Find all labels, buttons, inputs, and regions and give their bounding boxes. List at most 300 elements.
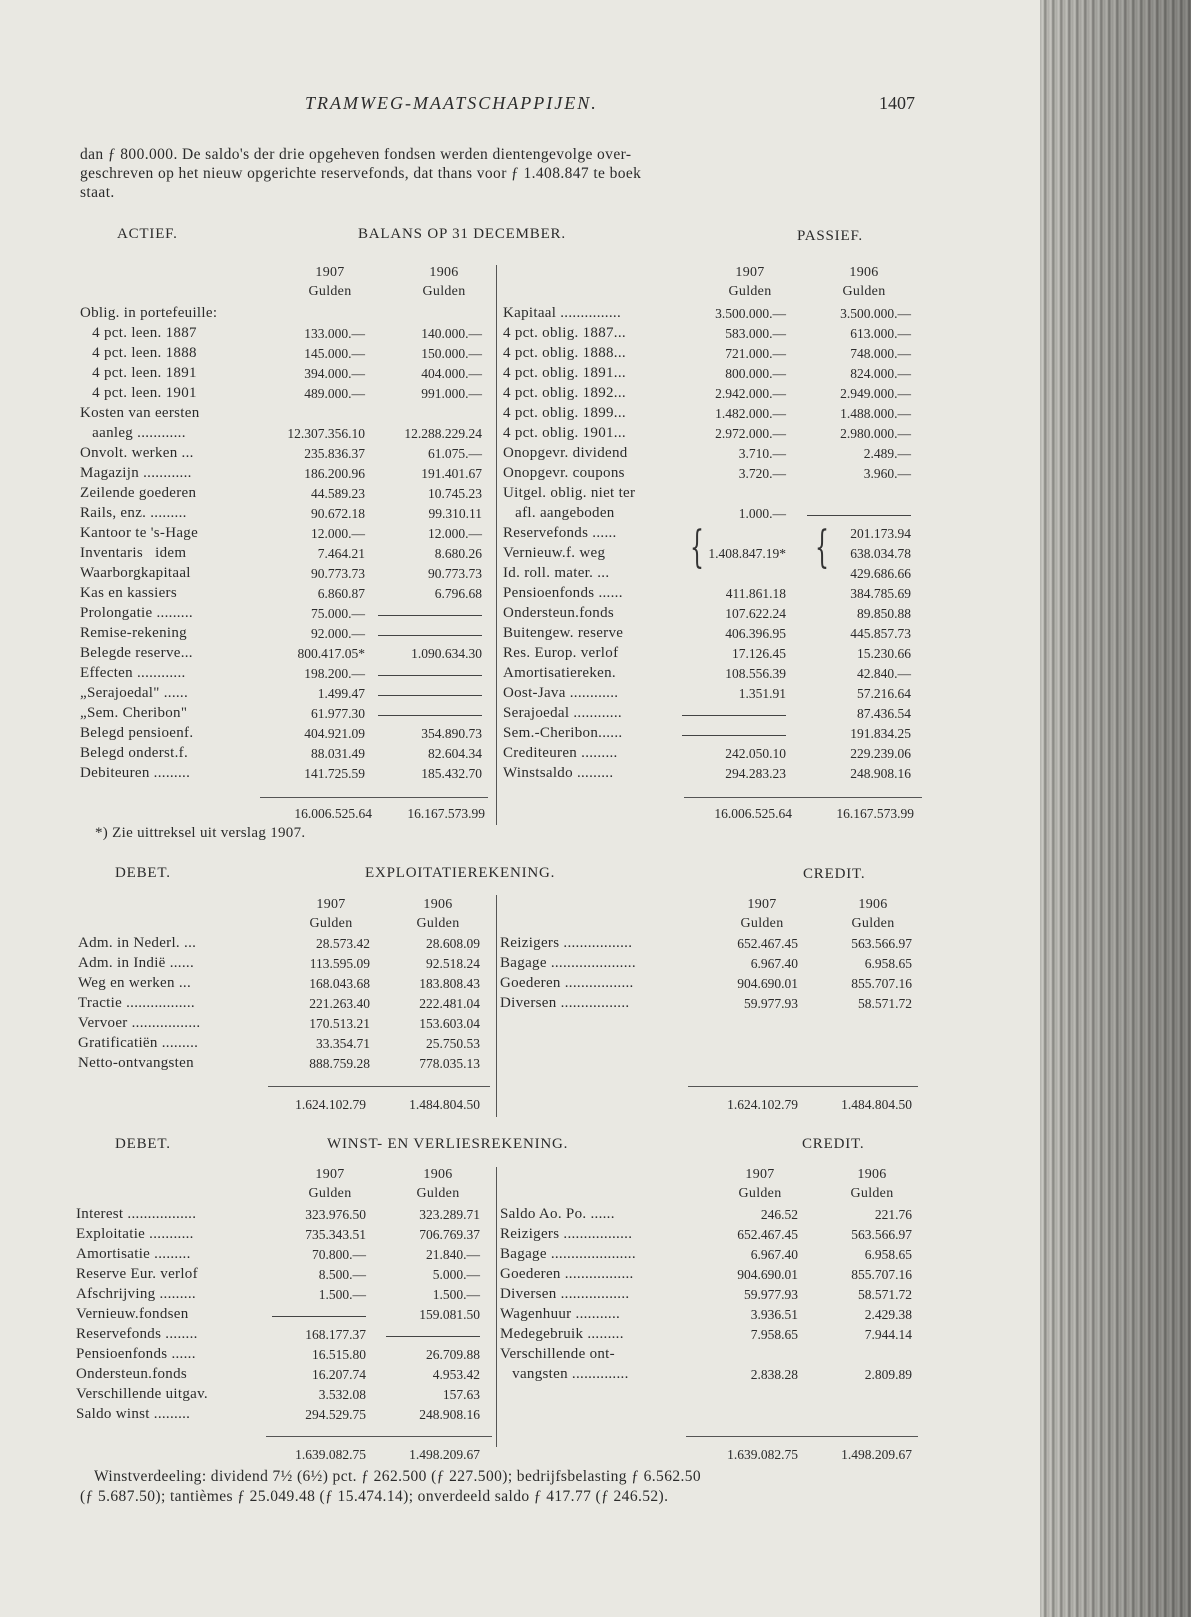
table-row xyxy=(503,665,921,685)
row-label: 4 pct. leen. 1888 xyxy=(80,345,197,361)
value-1906: 323.289.71 xyxy=(419,1207,480,1222)
value-1906: 229.239.06 xyxy=(850,746,911,761)
value-1906: 855.707.16 xyxy=(851,976,912,991)
table-row xyxy=(78,1055,490,1075)
value-1907: 168.177.37 xyxy=(305,1327,366,1342)
value-1907: 583.000.— xyxy=(725,326,786,341)
table-row xyxy=(503,445,921,465)
value-1906: 61.075.— xyxy=(428,446,482,461)
value-1906: 191.834.25 xyxy=(850,726,911,741)
value-1906: 222.481.04 xyxy=(419,996,480,1011)
table-row xyxy=(80,625,490,645)
balans-actief-heading: ACTIEF. xyxy=(117,226,178,242)
table-row xyxy=(500,995,918,1015)
value-1906: 58.571.72 xyxy=(858,996,912,1011)
value-1906: 150.000.— xyxy=(421,346,482,361)
row-label: Onopgevr. coupons xyxy=(503,465,625,481)
value-1907: 246.52 xyxy=(760,1207,798,1222)
row-label: Saldo Ao. Po. ...... xyxy=(500,1206,615,1222)
exploitatie-title: EXPLOITATIEREKENING. xyxy=(365,865,556,881)
value-1906: 1.488.000.— xyxy=(840,406,911,421)
row-label: aanleg ............ xyxy=(80,425,186,441)
value-1906: 159.081.50 xyxy=(419,1307,480,1322)
table-row xyxy=(80,525,490,545)
value-1906: 429.686.66 xyxy=(850,566,911,581)
row-label: Effecten ............ xyxy=(80,665,186,681)
value-1907: 33.354.71 xyxy=(316,1036,370,1051)
table-row xyxy=(503,625,921,645)
row-label: Uitgel. oblig. niet ter xyxy=(503,485,636,501)
table-row xyxy=(80,405,490,425)
row-label: Reizigers ................. xyxy=(500,935,633,951)
total-rule xyxy=(686,1436,918,1437)
value-1906: 87.436.54 xyxy=(857,706,911,721)
row-label: 4 pct. leen. 1891 xyxy=(80,365,197,381)
table-row xyxy=(503,365,921,385)
table-row xyxy=(500,1326,918,1346)
winst-debet-total-1906: 1.498.209.67 xyxy=(409,1447,480,1462)
row-label: Wagenhuur ........... xyxy=(500,1306,621,1322)
row-label: Amortisatiereken. xyxy=(503,665,616,681)
value-1906: 183.808.43 xyxy=(419,976,480,991)
balans-title: BALANS OP 31 DECEMBER. xyxy=(358,226,566,242)
value-1907: 652.467.45 xyxy=(737,936,798,951)
row-label: Inventaris idem xyxy=(80,545,187,561)
row-label: Onvolt. werken ... xyxy=(80,445,194,461)
row-label: Netto-ontvangsten xyxy=(78,1055,194,1071)
col-year-1907: 1907 xyxy=(315,265,345,280)
table-row xyxy=(80,605,490,625)
winst-title: WINST- EN VERLIESREKENING. xyxy=(327,1136,569,1152)
table-row xyxy=(76,1406,490,1426)
empty-value-dash xyxy=(272,1316,366,1317)
exploitatie-credit-total-1907: 1.624.102.79 xyxy=(727,1097,798,1112)
page-number: 1407 xyxy=(879,93,915,113)
value-1906: 4.953.42 xyxy=(432,1367,480,1382)
passief-total-1906: 16.167.573.99 xyxy=(836,806,914,821)
col-year-1906: 1906 xyxy=(849,265,879,280)
value-1906: 185.432.70 xyxy=(421,766,482,781)
row-label: vangsten .............. xyxy=(500,1366,629,1382)
value-1906: 25.750.53 xyxy=(426,1036,480,1051)
value-1906: 26.709.88 xyxy=(426,1347,480,1362)
table-row xyxy=(76,1206,490,1226)
row-label: Amortisatie ......... xyxy=(76,1246,191,1262)
value-1906: 354.890.73 xyxy=(421,726,482,741)
value-1907: 888.759.28 xyxy=(309,1056,370,1071)
value-1907: 3.532.08 xyxy=(318,1387,366,1402)
col-year-1907: 1907 xyxy=(745,1167,775,1182)
row-label: 4 pct. leen. 1901 xyxy=(80,385,197,401)
value-1906: 991.000.— xyxy=(421,386,482,401)
table-row xyxy=(76,1246,490,1266)
value-1906: 1.090.634.30 xyxy=(411,646,482,661)
row-label: Pensioenfonds ...... xyxy=(76,1346,196,1362)
intro-paragraph xyxy=(80,145,925,202)
row-label: Id. roll. mater. ... xyxy=(503,565,610,581)
row-label: Waarborgkapitaal xyxy=(80,565,191,581)
value-1906: 28.608.09 xyxy=(426,936,480,951)
value-1907: 198.200.— xyxy=(304,666,365,681)
col-year-1907: 1907 xyxy=(747,897,777,912)
table-row xyxy=(76,1306,490,1326)
value-1907: 6.860.87 xyxy=(317,586,365,601)
value-1906: 10.745.23 xyxy=(428,486,482,501)
value-1907: 2.942.000.— xyxy=(715,386,786,401)
table-row xyxy=(78,995,490,1015)
table-row xyxy=(80,685,490,705)
table-row xyxy=(76,1266,490,1286)
value-1907: 92.000.— xyxy=(311,626,365,641)
col-year-1906: 1906 xyxy=(857,1167,887,1182)
value-1907: 411.861.18 xyxy=(725,586,786,601)
column-divider xyxy=(496,265,497,825)
value-1907: 323.976.50 xyxy=(305,1207,366,1222)
value-1907: 61.977.30 xyxy=(311,706,365,721)
row-label: Oblig. in portefeuille: xyxy=(80,305,218,321)
row-label: Buitengew. reserve xyxy=(503,625,624,641)
row-label: Sem.-Cheribon...... xyxy=(503,725,623,741)
table-row xyxy=(503,325,921,345)
table-row xyxy=(500,955,918,975)
table-row xyxy=(80,365,490,385)
empty-value-dash xyxy=(378,695,482,696)
value-1907: 3.710.— xyxy=(738,446,786,461)
empty-value-dash xyxy=(807,515,911,516)
value-1907: 1.408.847.19* xyxy=(708,546,786,561)
table-row xyxy=(503,425,921,445)
table-row xyxy=(503,745,921,765)
table-row xyxy=(500,1226,918,1246)
value-1906: 6.796.68 xyxy=(434,586,482,601)
table-row xyxy=(500,1346,918,1366)
value-1906: 12.000.— xyxy=(428,526,482,541)
actief-total-1907: 16.006.525.64 xyxy=(294,806,372,821)
table-row xyxy=(80,705,490,725)
final-line: Winstverdeeling: dividend 7½ (6½) pct. ƒ 262.500 (ƒ 227.500); bedrijfsbelasting ƒ 6.562.50 xyxy=(94,1468,702,1485)
table-row xyxy=(503,605,921,625)
value-1907: 6.967.40 xyxy=(750,956,798,971)
col-year-1906: 1906 xyxy=(858,897,888,912)
value-1906: 706.769.37 xyxy=(419,1227,480,1242)
table-row xyxy=(78,935,490,955)
empty-value-dash xyxy=(386,1336,480,1337)
table-row xyxy=(500,1306,918,1326)
table-row xyxy=(76,1386,490,1406)
value-1907: 75.000.— xyxy=(311,606,365,621)
value-1907: 90.773.73 xyxy=(311,566,365,581)
row-label: Zeilende goederen xyxy=(80,485,197,501)
table-row xyxy=(500,1206,918,1226)
row-label: Reservefonds ........ xyxy=(76,1326,198,1342)
row-label: Interest ................. xyxy=(76,1206,197,1222)
value-1907: 904.690.01 xyxy=(737,1267,798,1282)
value-1906: 2.489.— xyxy=(863,446,911,461)
value-1906: 140.000.— xyxy=(421,326,482,341)
intro-line: staat. xyxy=(80,184,115,201)
table-row xyxy=(500,1286,918,1306)
value-1907: 44.589.23 xyxy=(311,486,365,501)
row-label: Verschillende uitgav. xyxy=(76,1386,208,1402)
value-1906: 58.571.72 xyxy=(858,1287,912,1302)
table-row xyxy=(503,545,921,565)
table-row xyxy=(500,935,918,955)
row-label: Adm. in Indië ...... xyxy=(78,955,194,971)
table-row xyxy=(503,725,921,745)
total-rule xyxy=(688,1086,918,1087)
col-unit: Gulden xyxy=(728,284,772,299)
value-1906: 3.960.— xyxy=(863,466,911,481)
row-label: Onopgevr. dividend xyxy=(503,445,628,461)
table-row xyxy=(80,745,490,765)
value-1906: 15.230.66 xyxy=(857,646,911,661)
row-label: Serajoedal ............ xyxy=(503,705,622,721)
empty-value-dash xyxy=(682,735,786,736)
value-1906: 57.216.64 xyxy=(857,686,911,701)
table-row xyxy=(76,1286,490,1306)
col-year-1907: 1907 xyxy=(735,265,765,280)
passief-total-1907: 16.006.525.64 xyxy=(714,806,792,821)
exploitatie-debet-total-1906: 1.484.804.50 xyxy=(409,1097,480,1112)
row-label: Adm. in Nederl. ... xyxy=(78,935,197,951)
row-label: Gratificatiën ......... xyxy=(78,1035,199,1051)
table-row xyxy=(78,975,490,995)
table-row xyxy=(80,425,490,445)
value-1906: 221.76 xyxy=(874,1207,912,1222)
row-label: „Sem. Cheribon" xyxy=(80,705,188,721)
table-row xyxy=(500,1266,918,1286)
winst-credit-total-1907: 1.639.082.75 xyxy=(727,1447,798,1462)
col-unit: Gulden xyxy=(738,1186,782,1201)
value-1907: 170.513.21 xyxy=(309,1016,370,1031)
value-1906: 6.958.65 xyxy=(864,956,912,971)
table-row xyxy=(503,585,921,605)
final-line: (ƒ 5.687.50); tantièmes ƒ 25.049.48 (ƒ 15.474.14); onverdeeld saldo ƒ 417.77 (ƒ 246.52). xyxy=(80,1488,669,1505)
table-row xyxy=(80,565,490,585)
value-1907: 294.529.75 xyxy=(305,1407,366,1422)
table-row xyxy=(80,725,490,745)
balans-actief-table xyxy=(80,305,490,785)
row-label: Crediteuren ......... xyxy=(503,745,618,761)
empty-value-dash xyxy=(378,615,482,616)
intro-line: dan ƒ 800.000. De saldo's der drie opgeheven fondsen werden dientengevolge over- xyxy=(80,146,632,163)
value-1906: 153.603.04 xyxy=(419,1016,480,1031)
table-row xyxy=(503,385,921,405)
col-year-1906: 1906 xyxy=(423,1167,453,1182)
value-1907: 235.836.37 xyxy=(304,446,365,461)
value-1906: 82.604.34 xyxy=(428,746,482,761)
row-label: Kantoor te 's-Hage xyxy=(80,525,199,541)
value-1907: 168.043.68 xyxy=(309,976,370,991)
value-1906: 2.949.000.— xyxy=(840,386,911,401)
row-label: Afschrijving ......... xyxy=(76,1286,196,1302)
row-label: Bagage ..................... xyxy=(500,1246,636,1262)
value-1906: 1.500.— xyxy=(432,1287,480,1302)
value-1907: 394.000.— xyxy=(304,366,365,381)
value-1907: 2.972.000.— xyxy=(715,426,786,441)
empty-value-dash xyxy=(378,715,482,716)
table-row xyxy=(503,565,921,585)
table-row xyxy=(78,1015,490,1035)
col-unit: Gulden xyxy=(309,916,353,931)
value-1906: 748.000.— xyxy=(850,346,911,361)
row-label: Vernieuw.fondsen xyxy=(76,1306,189,1322)
row-label: Vervoer ................. xyxy=(78,1015,201,1031)
value-1906: 12.288.229.24 xyxy=(404,426,482,441)
value-1906: 778.035.13 xyxy=(419,1056,480,1071)
value-1907: 6.967.40 xyxy=(750,1247,798,1262)
table-row xyxy=(80,445,490,465)
brace-right: { xyxy=(815,522,829,573)
col-unit: Gulden xyxy=(842,284,886,299)
value-1906: 99.310.11 xyxy=(428,506,482,521)
row-label: Res. Europ. verlof xyxy=(503,645,619,661)
exploitatie-debet-table xyxy=(78,935,490,1075)
value-1907: 904.690.01 xyxy=(737,976,798,991)
table-row xyxy=(76,1226,490,1246)
value-1907: 17.126.45 xyxy=(732,646,786,661)
exploitatie-credit-table xyxy=(500,935,918,1015)
table-row xyxy=(503,645,921,665)
value-1907: 3.936.51 xyxy=(750,1307,798,1322)
table-row xyxy=(503,505,921,525)
value-1906: 21.840.— xyxy=(426,1247,480,1262)
value-1907: 141.725.59 xyxy=(304,766,365,781)
value-1907: 88.031.49 xyxy=(311,746,365,761)
value-1907: 12.307.356.10 xyxy=(287,426,365,441)
value-1906: 201.173.94 xyxy=(850,526,911,541)
exploitatie-credit-total-1906: 1.484.804.50 xyxy=(841,1097,912,1112)
exploitatie-credit-heading: CREDIT. xyxy=(803,866,866,882)
value-1907: 8.500.— xyxy=(318,1267,366,1282)
col-unit: Gulden xyxy=(416,916,460,931)
row-label: 4 pct. leen. 1887 xyxy=(80,325,197,341)
running-title: TRAMWEG-MAATSCHAPPIJEN. xyxy=(305,93,598,113)
value-1907: 294.283.23 xyxy=(725,766,786,781)
table-row xyxy=(80,385,490,405)
value-1906: 613.000.— xyxy=(850,326,911,341)
value-1906: 445.857.73 xyxy=(850,626,911,641)
value-1907: 70.800.— xyxy=(312,1247,366,1262)
winst-credit-heading: CREDIT. xyxy=(802,1136,865,1152)
table-row xyxy=(503,525,921,545)
table-row xyxy=(76,1326,490,1346)
row-label: Belegde reserve... xyxy=(80,645,193,661)
value-1907: 16.515.80 xyxy=(312,1347,366,1362)
value-1906: 563.566.97 xyxy=(851,1227,912,1242)
column-divider xyxy=(496,1167,497,1447)
col-unit: Gulden xyxy=(422,284,466,299)
intro-line: geschreven op het nieuw opgerichte reservefonds, dat thans voor ƒ 1.408.847 te boek xyxy=(80,165,642,182)
row-label: Kapitaal ............... xyxy=(503,305,622,321)
row-label: Goederen ................. xyxy=(500,1266,634,1282)
winstverdeeling-paragraph xyxy=(80,1467,925,1507)
row-label: 4 pct. oblig. 1901... xyxy=(503,425,626,441)
value-1907: 242.050.10 xyxy=(725,746,786,761)
empty-value-dash xyxy=(378,675,482,676)
value-1906: 248.908.16 xyxy=(419,1407,480,1422)
table-row xyxy=(503,765,921,785)
table-row xyxy=(500,1246,918,1266)
col-unit: Gulden xyxy=(308,284,352,299)
row-label: Kas en kassiers xyxy=(80,585,177,601)
value-1906: 5.000.— xyxy=(432,1267,480,1282)
row-label: Belegd pensioenf. xyxy=(80,725,194,741)
row-label: Ondersteun.fonds xyxy=(503,605,615,621)
total-rule xyxy=(260,797,488,798)
value-1907: 1.000.— xyxy=(738,506,786,521)
row-label: Winstsaldo ......... xyxy=(503,765,614,781)
table-row xyxy=(503,405,921,425)
value-1906: 89.850.88 xyxy=(857,606,911,621)
row-label: Diversen ................. xyxy=(500,995,630,1011)
table-row xyxy=(500,1366,918,1386)
row-label: afl. aangeboden xyxy=(503,505,615,521)
row-label: Saldo winst ......... xyxy=(76,1406,191,1422)
actief-total-1906: 16.167.573.99 xyxy=(407,806,485,821)
row-label: Vernieuw.f. weg xyxy=(503,545,606,561)
table-row xyxy=(80,305,490,325)
value-1907: 489.000.— xyxy=(304,386,365,401)
row-label: Remise-rekening xyxy=(80,625,187,641)
col-year-1907: 1907 xyxy=(316,897,346,912)
table-row xyxy=(503,465,921,485)
value-1907: 28.573.42 xyxy=(316,936,370,951)
value-1907: 16.207.74 xyxy=(312,1367,366,1382)
row-label: Weg en werken ... xyxy=(78,975,192,991)
row-label: Diversen ................. xyxy=(500,1286,630,1302)
value-1907: 800.417.05* xyxy=(297,646,365,661)
row-label: 4 pct. oblig. 1887... xyxy=(503,325,626,341)
col-year-1906: 1906 xyxy=(429,265,459,280)
value-1907: 2.838.28 xyxy=(750,1367,798,1382)
value-1906: 384.785.69 xyxy=(850,586,911,601)
exploitatie-debet-total-1907: 1.624.102.79 xyxy=(295,1097,366,1112)
table-row xyxy=(500,975,918,995)
col-unit: Gulden xyxy=(308,1186,352,1201)
value-1907: 800.000.— xyxy=(725,366,786,381)
table-row xyxy=(80,765,490,785)
table-row xyxy=(80,585,490,605)
table-row xyxy=(80,485,490,505)
row-label: 4 pct. oblig. 1899... xyxy=(503,405,626,421)
value-1907: 406.396.95 xyxy=(725,626,786,641)
value-1907: 1.500.— xyxy=(318,1287,366,1302)
table-row xyxy=(80,465,490,485)
winst-credit-table xyxy=(500,1206,918,1386)
total-rule xyxy=(266,1436,492,1437)
value-1907: 404.921.09 xyxy=(304,726,365,741)
value-1907: 1.351.91 xyxy=(738,686,786,701)
winst-debet-total-1907: 1.639.082.75 xyxy=(295,1447,366,1462)
value-1907: 7.464.21 xyxy=(317,546,365,561)
value-1907: 12.000.— xyxy=(311,526,365,541)
value-1907: 7.958.65 xyxy=(750,1327,798,1342)
value-1907: 59.977.93 xyxy=(744,996,798,1011)
empty-value-dash xyxy=(378,635,482,636)
col-unit: Gulden xyxy=(740,916,784,931)
row-label: Reserve Eur. verlof xyxy=(76,1266,198,1282)
value-1906: 191.401.67 xyxy=(421,466,482,481)
table-row xyxy=(80,345,490,365)
value-1907: 145.000.— xyxy=(304,346,365,361)
column-divider xyxy=(496,895,497,1117)
value-1907: 735.343.51 xyxy=(305,1227,366,1242)
row-label: Verschillende ont- xyxy=(500,1346,615,1362)
table-row xyxy=(76,1346,490,1366)
value-1907: 107.622.24 xyxy=(725,606,786,621)
value-1906: 2.809.89 xyxy=(864,1367,912,1382)
